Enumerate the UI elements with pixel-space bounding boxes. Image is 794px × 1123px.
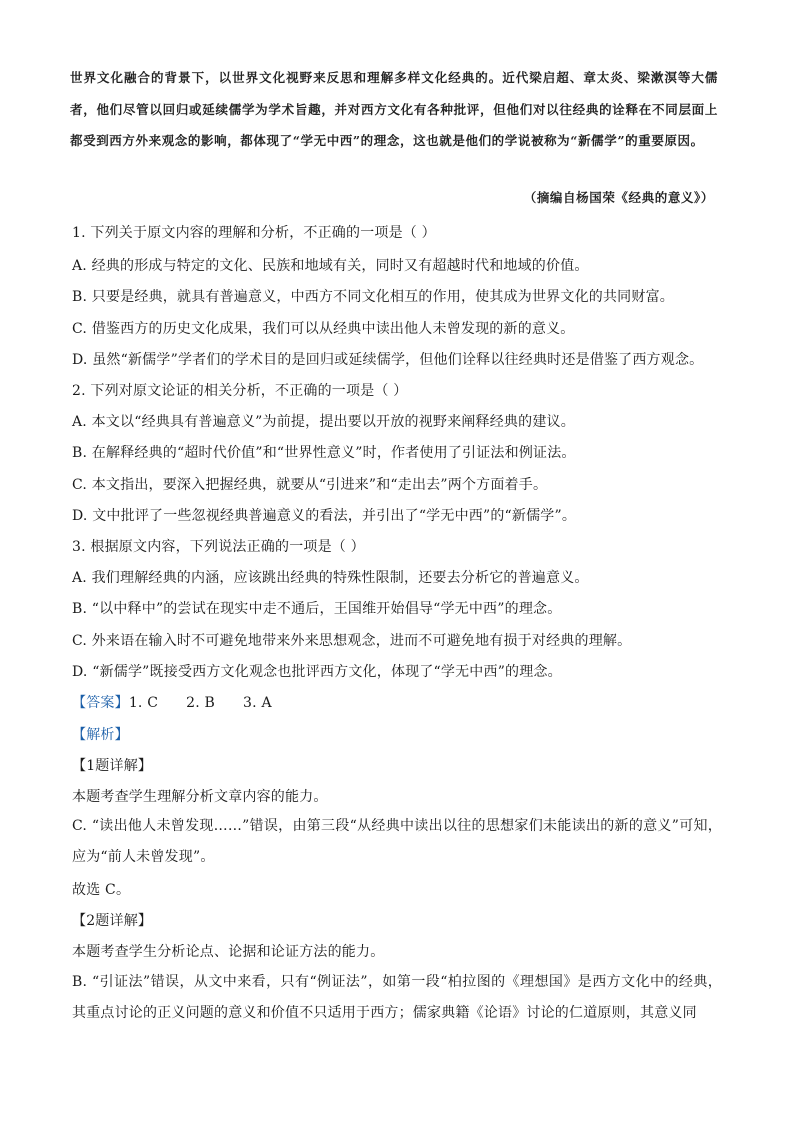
q1-detail-line-2: C. “读出他人未曾发现……”错误，由第三段“从经典中读出以往的思想家们未能读出的新的意义”可知，应为“前人未曾发现”。	[72, 818, 722, 865]
question-1-option-b: B. 只要是经典，就具有普遍意义，中西方不同文化相互的作用，使其成为世界文化的共同财富。	[72, 289, 674, 305]
question-2-stem: 2. 下列对原文论证的相关分析，不正确的一项是（ ）	[72, 383, 408, 399]
question-2-option-d: D. 文中批评了一些忽视经典普遍意义的看法，并引出了“学无中西”的“新儒学”。	[72, 508, 577, 524]
question-1-stem: 1. 下列关于原文内容的理解和分析，不正确的一项是（ ）	[72, 225, 436, 241]
passage-source: （摘编自杨国荣《经典的意义》）	[523, 190, 714, 205]
answer-item-2: 2. B	[186, 695, 216, 711]
answer-item-3: 3. A	[243, 695, 272, 711]
answer-tag: 【答案】	[72, 695, 129, 711]
answer-item-1: 1. C	[128, 695, 159, 711]
q2-detail-line-1: 本题考查学生分析论点、论据和论证方法的能力。	[72, 944, 385, 960]
question-3-stem: 3. 根据原文内容，下列说法正确的一项是（ ）	[72, 539, 365, 555]
question-2-option-c: C. 本文指出，要深入把握经典，就要从“引进来”和“走出去”两个方面着手。	[72, 477, 548, 493]
question-1-option-a: A. 经典的形成与特定的文化、民族和地域有关，同时又有超越时代和地域的价值。	[72, 258, 589, 274]
q1-detail-line-1: 本题考查学生理解分析文章内容的能力。	[72, 789, 328, 805]
q1-detail-line-3: 故选 C。	[72, 882, 131, 898]
passage-text: 世界文化融合的背景下，以世界文化视野来反思和理解多样文化经典的。近代梁启超、章太炎、梁漱溟等大儒者，他们尽管以回归或延续儒学为学术旨趣，并对西方文化有各种批评，但他们对以往经典的诠释在不同层面上都受到西方外来观念的影响，都体现了“学无中西”的理念，这也就是他们的学说被称为“新儒学”的重要原因。	[70, 70, 718, 148]
question-3-option-b: B. “以中释中”的尝试在现实中走不通后，王国维开始倡导“学无中西”的理念。	[72, 601, 562, 617]
question-2-option-b: B. 在解释经典的“超时代价值”和“世界性意义”时，作者使用了引证法和例证法。	[72, 445, 576, 461]
question-3-option-a: A. 我们理解经典的内涵，应该跳出经典的特殊性限制，还要去分析它的普遍意义。	[72, 570, 589, 586]
question-3-option-c: C. 外来语在输入时不可避免地带来外来思想观念，进而不可避免地有损于对经典的理解。	[72, 633, 632, 649]
answer-line	[72, 692, 272, 712]
question-3-option-d: D. “新儒学”既接受西方文化观念也批评西方文化，体现了“学无中西”的理念。	[72, 664, 562, 680]
question-2-option-a: A. 本文以“经典具有普遍意义”为前提，提出要以开放的视野来阐释经典的建议。	[72, 414, 575, 430]
q1-detail-heading: 【1题详解】	[72, 758, 153, 774]
q2-detail-heading: 【2题详解】	[72, 913, 153, 929]
question-1-option-c: C. 借鉴西方的历史文化成果，我们可以从经典中读出他人未曾发现的新的意义。	[72, 321, 575, 337]
question-1-option-d: D. 虽然“新儒学”学者们的学术目的是回归或延续儒学，但他们诠释以往经典时还是借鉴了西方观念。	[72, 352, 704, 368]
analysis-tag: 【解析】	[72, 727, 129, 743]
q2-detail-line-2: B. “引证法”错误，从文中来看，只有“例证法”，如第一段“柏拉图的《理想国》是西方文化中的经典，其重点讨论的正义问题的意义和价值不只适用于西方；儒家典籍《论语》讨论的仁道原则，其意义同	[72, 974, 722, 1021]
